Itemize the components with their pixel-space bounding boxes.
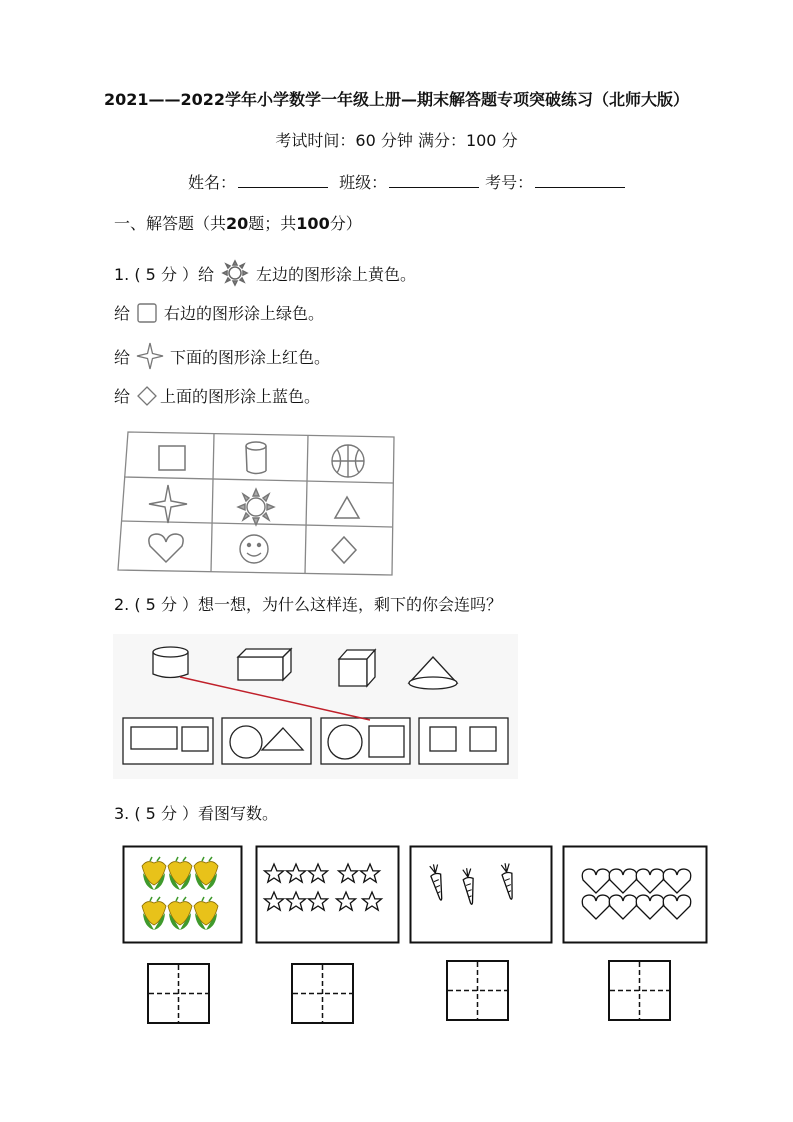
number-label: 考号： <box>485 173 534 192</box>
q2-matching-figure <box>113 634 518 779</box>
carrots-picture-box <box>409 845 554 945</box>
class-label: 班级： <box>339 173 388 192</box>
q1-line1-text: 左边的图形涂上黄色。 <box>256 264 417 284</box>
grid-square <box>159 446 185 470</box>
q1-shape-grid <box>116 429 396 577</box>
grid-smiley <box>240 535 268 563</box>
number-field[interactable] <box>535 171 625 188</box>
solid-cylinder[interactable] <box>153 647 188 678</box>
diamond-icon <box>136 385 158 407</box>
grid-heart <box>149 534 183 562</box>
q1-line4: 给 上面的图形涂上蓝色。 <box>114 384 320 407</box>
q1-line2: 给 右边的图形涂上绿色。 <box>114 301 324 324</box>
grid-diamond <box>332 537 356 563</box>
answer-box-stars[interactable] <box>291 963 355 1025</box>
q1-line1 <box>114 259 416 287</box>
sun-icon <box>220 259 250 287</box>
section-heading: 一、解答题（共20题；共100分） <box>114 214 362 233</box>
grid-sun <box>238 489 274 525</box>
name-label: 姓名： <box>188 173 237 192</box>
hearts-picture-box <box>562 845 709 945</box>
q1-line3: 给 下面的图形涂上红色。 <box>114 342 330 370</box>
q3-text: 3. ( 5 分 ）看图写数。 <box>114 804 279 823</box>
q1-head: 1. ( 5 分 ）给 <box>114 264 215 284</box>
view-box-3[interactable] <box>321 718 410 764</box>
student-info-row <box>188 170 631 193</box>
view-box-1[interactable] <box>123 718 213 764</box>
view-box-4[interactable] <box>419 718 508 764</box>
answer-box-carrots[interactable] <box>446 960 510 1022</box>
q2-text: 2. ( 5 分 ）想一想，为什么这样连，剩下的你会连吗？ <box>114 595 503 614</box>
star-sparkle-icon <box>136 342 164 370</box>
view-box-2[interactable] <box>222 718 311 764</box>
solid-cube[interactable] <box>339 650 375 686</box>
class-field[interactable] <box>389 171 479 188</box>
grid-ball <box>332 445 364 477</box>
grid-triangle <box>335 497 359 518</box>
answer-box-hearts[interactable] <box>608 960 672 1022</box>
answer-box-corn[interactable] <box>147 963 211 1025</box>
grid-star <box>149 485 187 523</box>
page-title: 2021——2022学年小学数学一年级上册—期末解答题专项突破练习（北师大版） <box>103 90 690 109</box>
name-field[interactable] <box>238 171 328 188</box>
corn-picture-box <box>122 845 244 945</box>
square-icon <box>136 302 158 324</box>
exam-info: 考试时间：60 分钟 满分：100 分 <box>275 131 518 150</box>
solid-cuboid[interactable] <box>238 649 291 680</box>
stars-picture-box <box>255 845 401 945</box>
grid-cylinder <box>246 442 266 474</box>
